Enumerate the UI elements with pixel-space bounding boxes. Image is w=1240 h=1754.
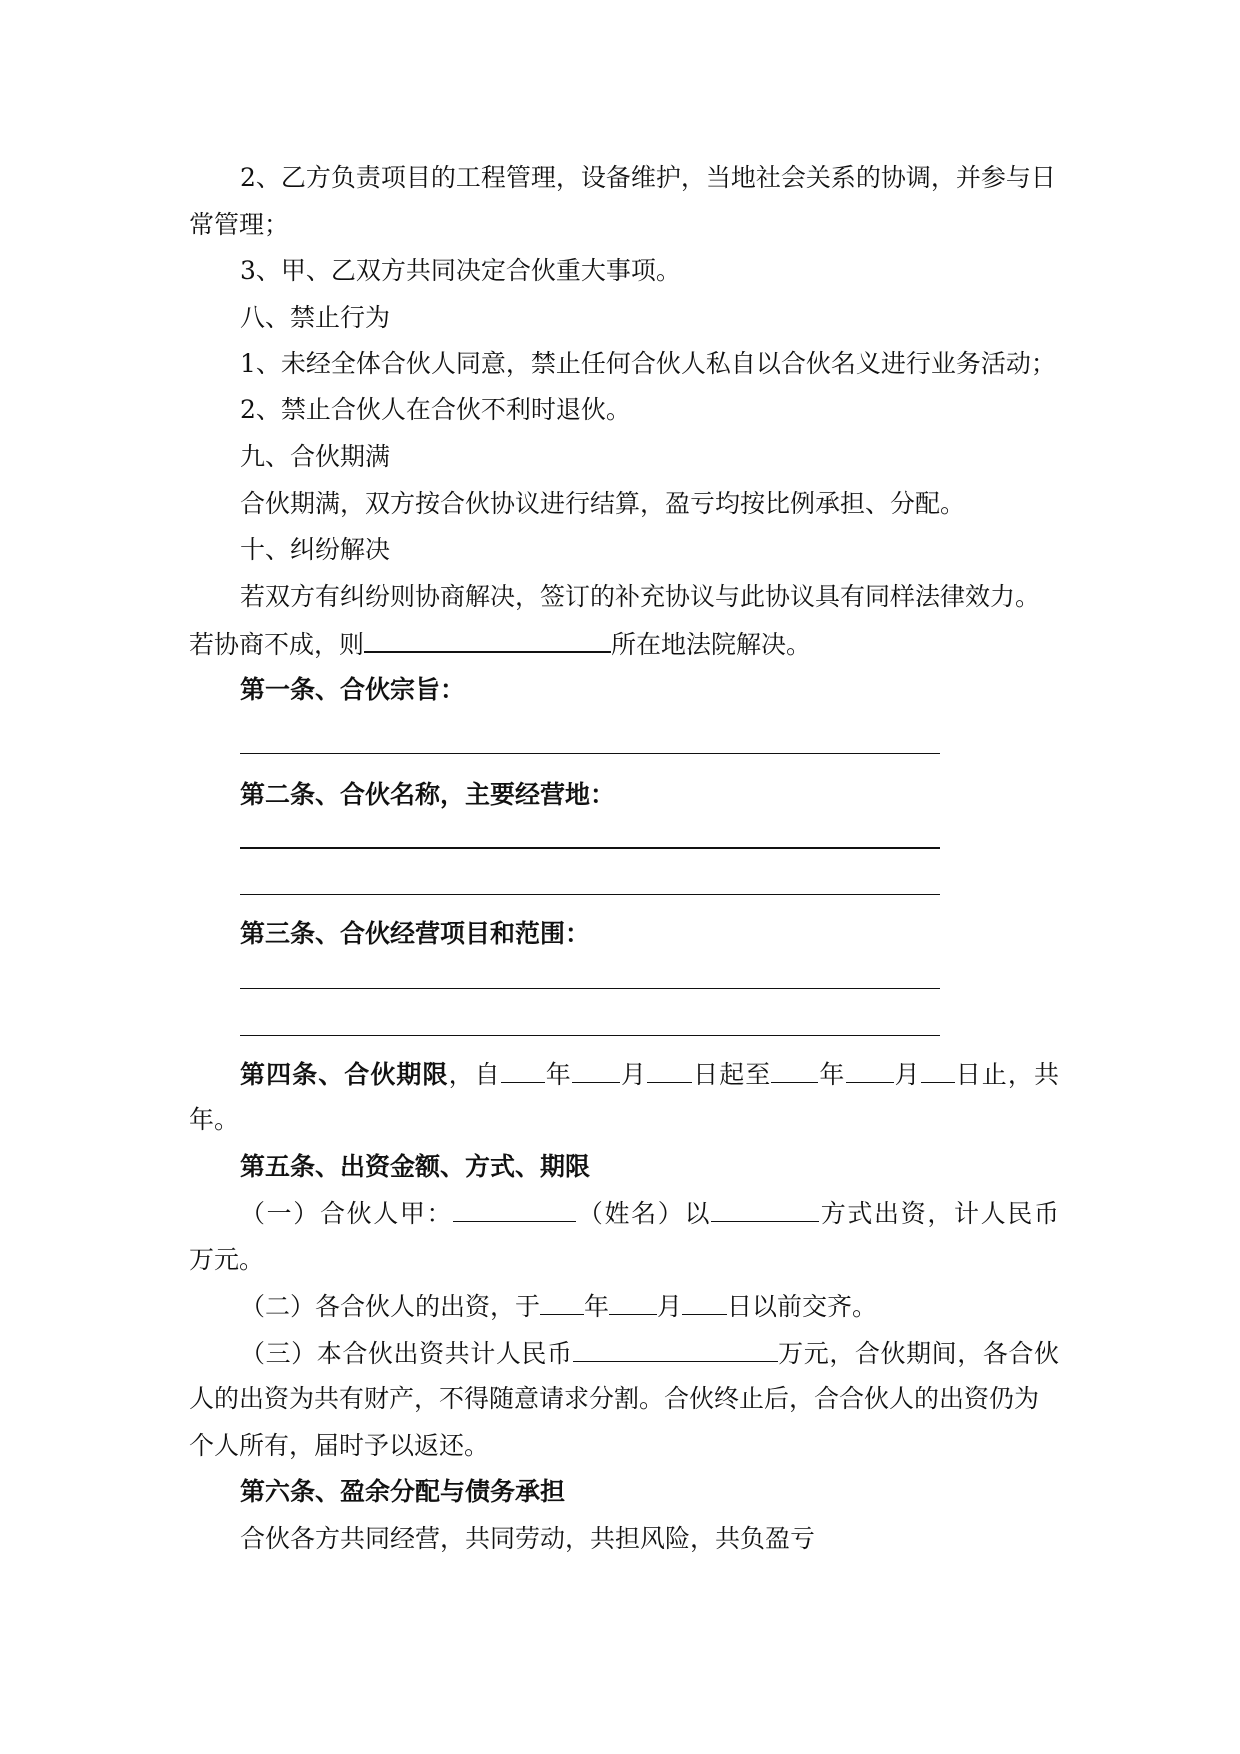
section-heading: 八、禁止行为 xyxy=(240,303,391,332)
section-heading: 九、合伙期满 xyxy=(240,442,391,471)
contribution-line-2: （二）各合伙人的出资，于 年 月 日以前交齐。 xyxy=(240,1292,878,1321)
total-amount-blank xyxy=(573,1337,778,1362)
court-blank xyxy=(364,627,611,653)
clause-line: 个人所有，届时予以返还。 xyxy=(189,1431,490,1460)
clause-line: 人的出资为共有财产，不得随意请求分割。合伙终止后，合合伙人的出资仍为 xyxy=(189,1384,1040,1413)
clause-line: 2、乙方负责项目的工程管理，设备维护，当地社会关系的协调，并参与日 xyxy=(240,163,1056,192)
blank xyxy=(501,1058,545,1083)
court-line xyxy=(189,627,1059,661)
clause-line: 1、未经全体合伙人同意，禁止任何合伙人私自以合伙名义进行业务活动； xyxy=(240,349,1056,378)
blank xyxy=(609,1290,657,1315)
section-heading: 十、纠纷解决 xyxy=(240,535,391,564)
clause-line: 2、禁止合伙人在合伙不利时退伙。 xyxy=(240,395,631,424)
clause-line: 常管理； xyxy=(189,210,290,239)
article-6-heading: 第六条、盈余分配与债务承担 xyxy=(240,1477,566,1506)
fill-in-line xyxy=(240,894,940,895)
fill-in-line xyxy=(240,1035,940,1036)
fill-in-line xyxy=(240,753,940,754)
court-text-start: 若协商不成，则 xyxy=(189,630,365,659)
clause-line: 若双方有纠纷则协商解决，签订的补充协议与此协议具有同样法律效力。 xyxy=(240,582,1041,611)
article-1-heading: 第一条、合伙宗旨： xyxy=(240,675,466,704)
contribution-line-3: （三）本合伙出资共计人民币 万元，合伙期间，各合伙 xyxy=(240,1339,1059,1368)
blank xyxy=(647,1058,692,1083)
fill-in-line xyxy=(240,847,940,849)
clause-line: 合伙期满，双方按合伙协议进行结算，盈亏均按比例承担、分配。 xyxy=(240,489,966,518)
clause-line: 合伙各方共同经营，共同劳动，共担风险，共负盈亏 xyxy=(240,1524,816,1553)
court-text-end: 所在地法院解决。 xyxy=(611,630,812,659)
contribution-line-1: （一）合伙人甲： （姓名）以 方式出资，计人民币 xyxy=(240,1199,1059,1228)
contribution-method-blank xyxy=(711,1197,819,1222)
blank xyxy=(846,1058,894,1083)
blank xyxy=(540,1290,584,1315)
blank xyxy=(921,1058,955,1083)
blank xyxy=(771,1058,818,1083)
clause-line: 3、甲、乙双方共同决定合伙重大事项。 xyxy=(240,256,681,285)
article-5-heading: 第五条、出资金额、方式、期限 xyxy=(240,1152,591,1181)
blank xyxy=(682,1290,727,1315)
article-4-heading: 第四条、合伙期限 xyxy=(240,1060,449,1089)
blank xyxy=(572,1058,620,1083)
contribution-line-1-cont: 万元。 xyxy=(189,1245,265,1274)
article-2-heading: 第二条、合伙名称，主要经营地： xyxy=(240,780,616,809)
article-4-continuation: 年。 xyxy=(189,1105,240,1134)
fill-in-line xyxy=(240,988,940,989)
article-3-heading: 第三条、合伙经营项目和范围： xyxy=(240,919,591,948)
article-4-line: 第四条、合伙期限，自 年 月 日起至 年 月 日止，共 xyxy=(240,1060,1059,1089)
partner-name-blank xyxy=(453,1197,576,1222)
